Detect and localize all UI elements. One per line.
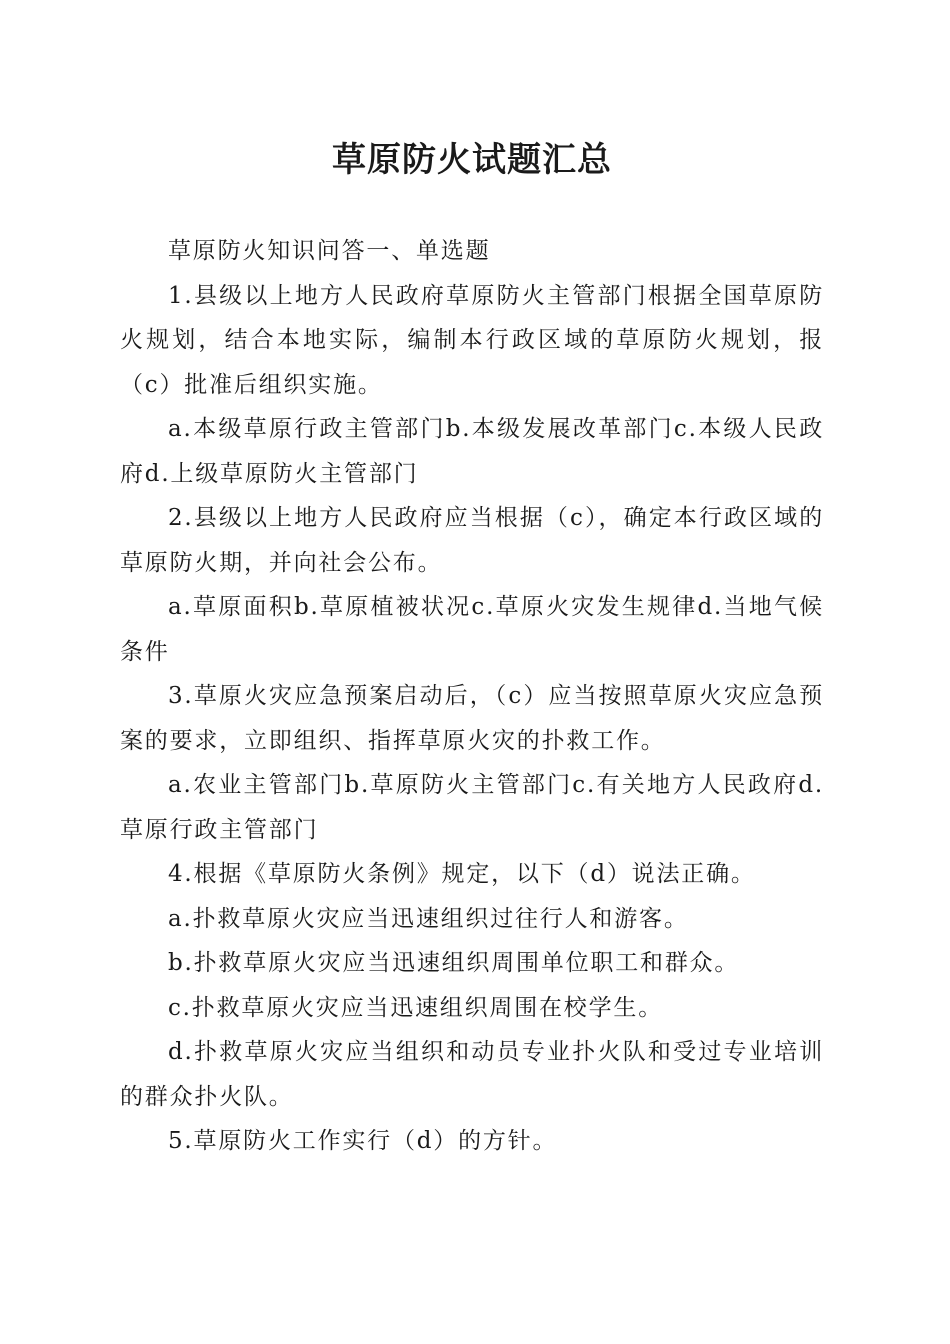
- paragraph-options-3: a.农业主管部门b.草原防火主管部门c.有关地方人民政府d.草原行政主管部门: [120, 772, 824, 843]
- paragraph-question-4: 4.根据《草原防火条例》规定，以下（d）说法正确。: [168, 861, 756, 887]
- paragraph-question-2: 2.县级以上地方人民政府应当根据（c），确定本行政区域的草原防火期，并向社会公布。: [120, 505, 824, 576]
- paragraph-options-1: a.本级草原行政主管部门b.本级发展改革部门c.本级人民政府d.上级草原防火主管部门: [120, 416, 824, 487]
- paragraph-question-1: 1.县级以上地方人民政府草原防火主管部门根据全国草原防火规划，结合本地实际，编制本行政区域的草原防火规划，报（c）批准后组织实施。: [120, 282, 824, 398]
- paragraph-option-4b: b.扑救草原火灾应当迅速组织周围单位职工和群众。: [168, 950, 740, 976]
- paragraph-options-2: a.草原面积b.草原植被状况c.草原火灾发生规律d.当地气候条件: [120, 594, 824, 665]
- paragraph-option-4d: d.扑救草原火灾应当组织和动员专业扑火队和受过专业培训的群众扑火队。: [120, 1039, 824, 1110]
- paragraph-question-5: 5.草原防火工作实行（d）的方针。: [168, 1128, 558, 1154]
- paragraph-section-heading: 草原防火知识问答一、单选题: [168, 238, 491, 264]
- paragraph-option-4a: a.扑救草原火灾应当迅速组织过往行人和游客。: [168, 905, 689, 932]
- document-body: [120, 229, 824, 1164]
- paragraph-option-4c: c.扑救草原火灾应当迅速组织周围在校学生。: [168, 994, 663, 1021]
- document-title: 草原防火试题汇总: [332, 140, 612, 180]
- paragraph-question-3: 3.草原火灾应急预案启动后，（c）应当按照草原火灾应急预案的要求，立即组织、指挥草原火灾的扑救工作。: [120, 683, 824, 754]
